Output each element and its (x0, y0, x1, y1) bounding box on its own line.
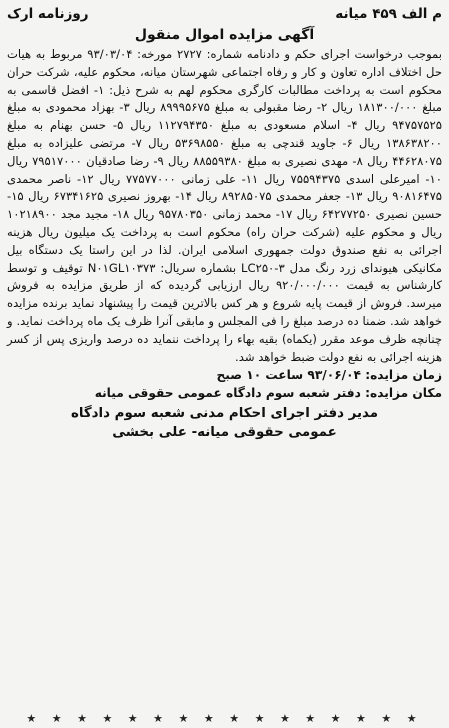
notice-title: آگهی مزایده اموال منقول (134, 27, 315, 43)
notice-body: بموجب درخواست اجرای حکم و دادنامه شماره: ۲۷۲۷ مورخه: ۹۳/۰۳/۰۴ مربوط به هیات حل اختلاف اداره تعاون و کار و رفاه اجتماعی شهرستان میانه، محکوم علیه، شرکت حران محکوم است به پرداخت مطالبات کارگری محکوم لهم به شرح ذیل: ۱- افضل قاسمی به مبلغ ۱۸۱۳۰۰/۰۰۰ ریال ۲- رضا مقبولی به مبلغ ۸۹۹۹۵۶۷۵ ریال ۳- بهزاد محمودی به مبلغ ۹۴۷۵۷۵۲۵ ریال ۴- اسلام مسعودی به مبلغ ۱۱۲۷۹۴۳۵۰ ریال ۵- حسن بهنام به مبلغ ۱۳۸۶۳۸۲۰۰ ریال ۶- جاوید قندچی به مبلغ ۵۳۶۹۸۵۵۰ ریال ۷- مرتضی علیزاده به مبلغ ۴۴۶۲۸۰۷۵ ریال ۸- مهدی نصیری به مبلغ ۸۸۵۵۹۳۸۰ ریال ۹- رضا صادقیان ۷۹۵۱۷۰۰۰ ریال ۱۰- امیرعلی اسدی ۷۵۵۹۴۳۷۵ ریال ۱۱- علی زمانی ۷۷۵۷۷۰۰۰ ریال ۱۲- ناصر محمدی ۹۰۸۱۶۴۷۵ ریال ۱۳- جعفر محمدی ۸۹۲۸۵۰۷۵ ریال ۱۴- بهروز نصیری ۶۷۳۴۱۶۲۵ ریال ۱۵- حسین نصیری ۶۴۲۷۷۲۵۰ ریال ۱۷- محمد زمانی ۹۵۷۸۰۳۵۰ ریال ۱۸- مجید مجد ۱۰۲۱۸۹۰۰ ریال و محکوم علیه (شرکت حران راه) محکوم است به پرداخت یک میلیون ریال هزینه اجرائی به نفع صندوق دولت جمهوری اسلامی ایران. لذا در این راستا یک دستگاه بیل مکانیکی هیوندای زرد رنگ مدل LC۲۵۰-۳ بشماره سریال: N۰۱GL۱۰۳۷۳ توقیف و توسط کارشناس به قیمت ۹۲۰/۰۰۰/۰۰۰ ریال ارزیابی گردیده که از طریق مزایده به فروش میرسد. فروش از قیمت پایه شروع و هر کس بالاترین قیمت را پیشنهاد نماید برنده مزایده خواهد شد. ضمنا ده درصد مبلغ را فی المجلس و مابقی آنرا ظرف یک ماه پرداخت نماید. و چنانچه ظرف موعد مقرر (یکماه) بقیه بهاء را پرداخت ننماید ده درصد واریزی پس از کسر هزینه اجرائی به نفع دولت ضبط خواهد شد. (7, 47, 443, 364)
newspaper-name: روزنامه ارک (7, 6, 89, 22)
auction-time-value: ۹۳/۰۶/۰۴ ساعت ۱۰ صبح (216, 368, 361, 383)
notice-code: م الف ۴۵۹ میانه (335, 6, 442, 22)
auction-place-label: مکان مزایده: (365, 386, 442, 401)
auction-place-value: دفتر شعبه سوم دادگاه عمومی حقوقی میانه (94, 386, 361, 401)
star-divider: ★ ★ ★ ★ ★ ★ ★ ★ ★ ★ ★ ★ ★ ★ ★ ★ (26, 712, 423, 725)
auction-place (7, 384, 442, 402)
signature-line-1: مدیر دفتر اجرای احکام مدنی شعبه سوم دادگاه (70, 406, 379, 422)
signature-line-2: عمومی حقوقی میانه- علی بخشی (112, 425, 337, 441)
auction-time (7, 366, 442, 384)
auction-time-label: زمان مزایده: (365, 368, 442, 383)
signature-block (7, 404, 442, 442)
masthead (7, 4, 442, 24)
